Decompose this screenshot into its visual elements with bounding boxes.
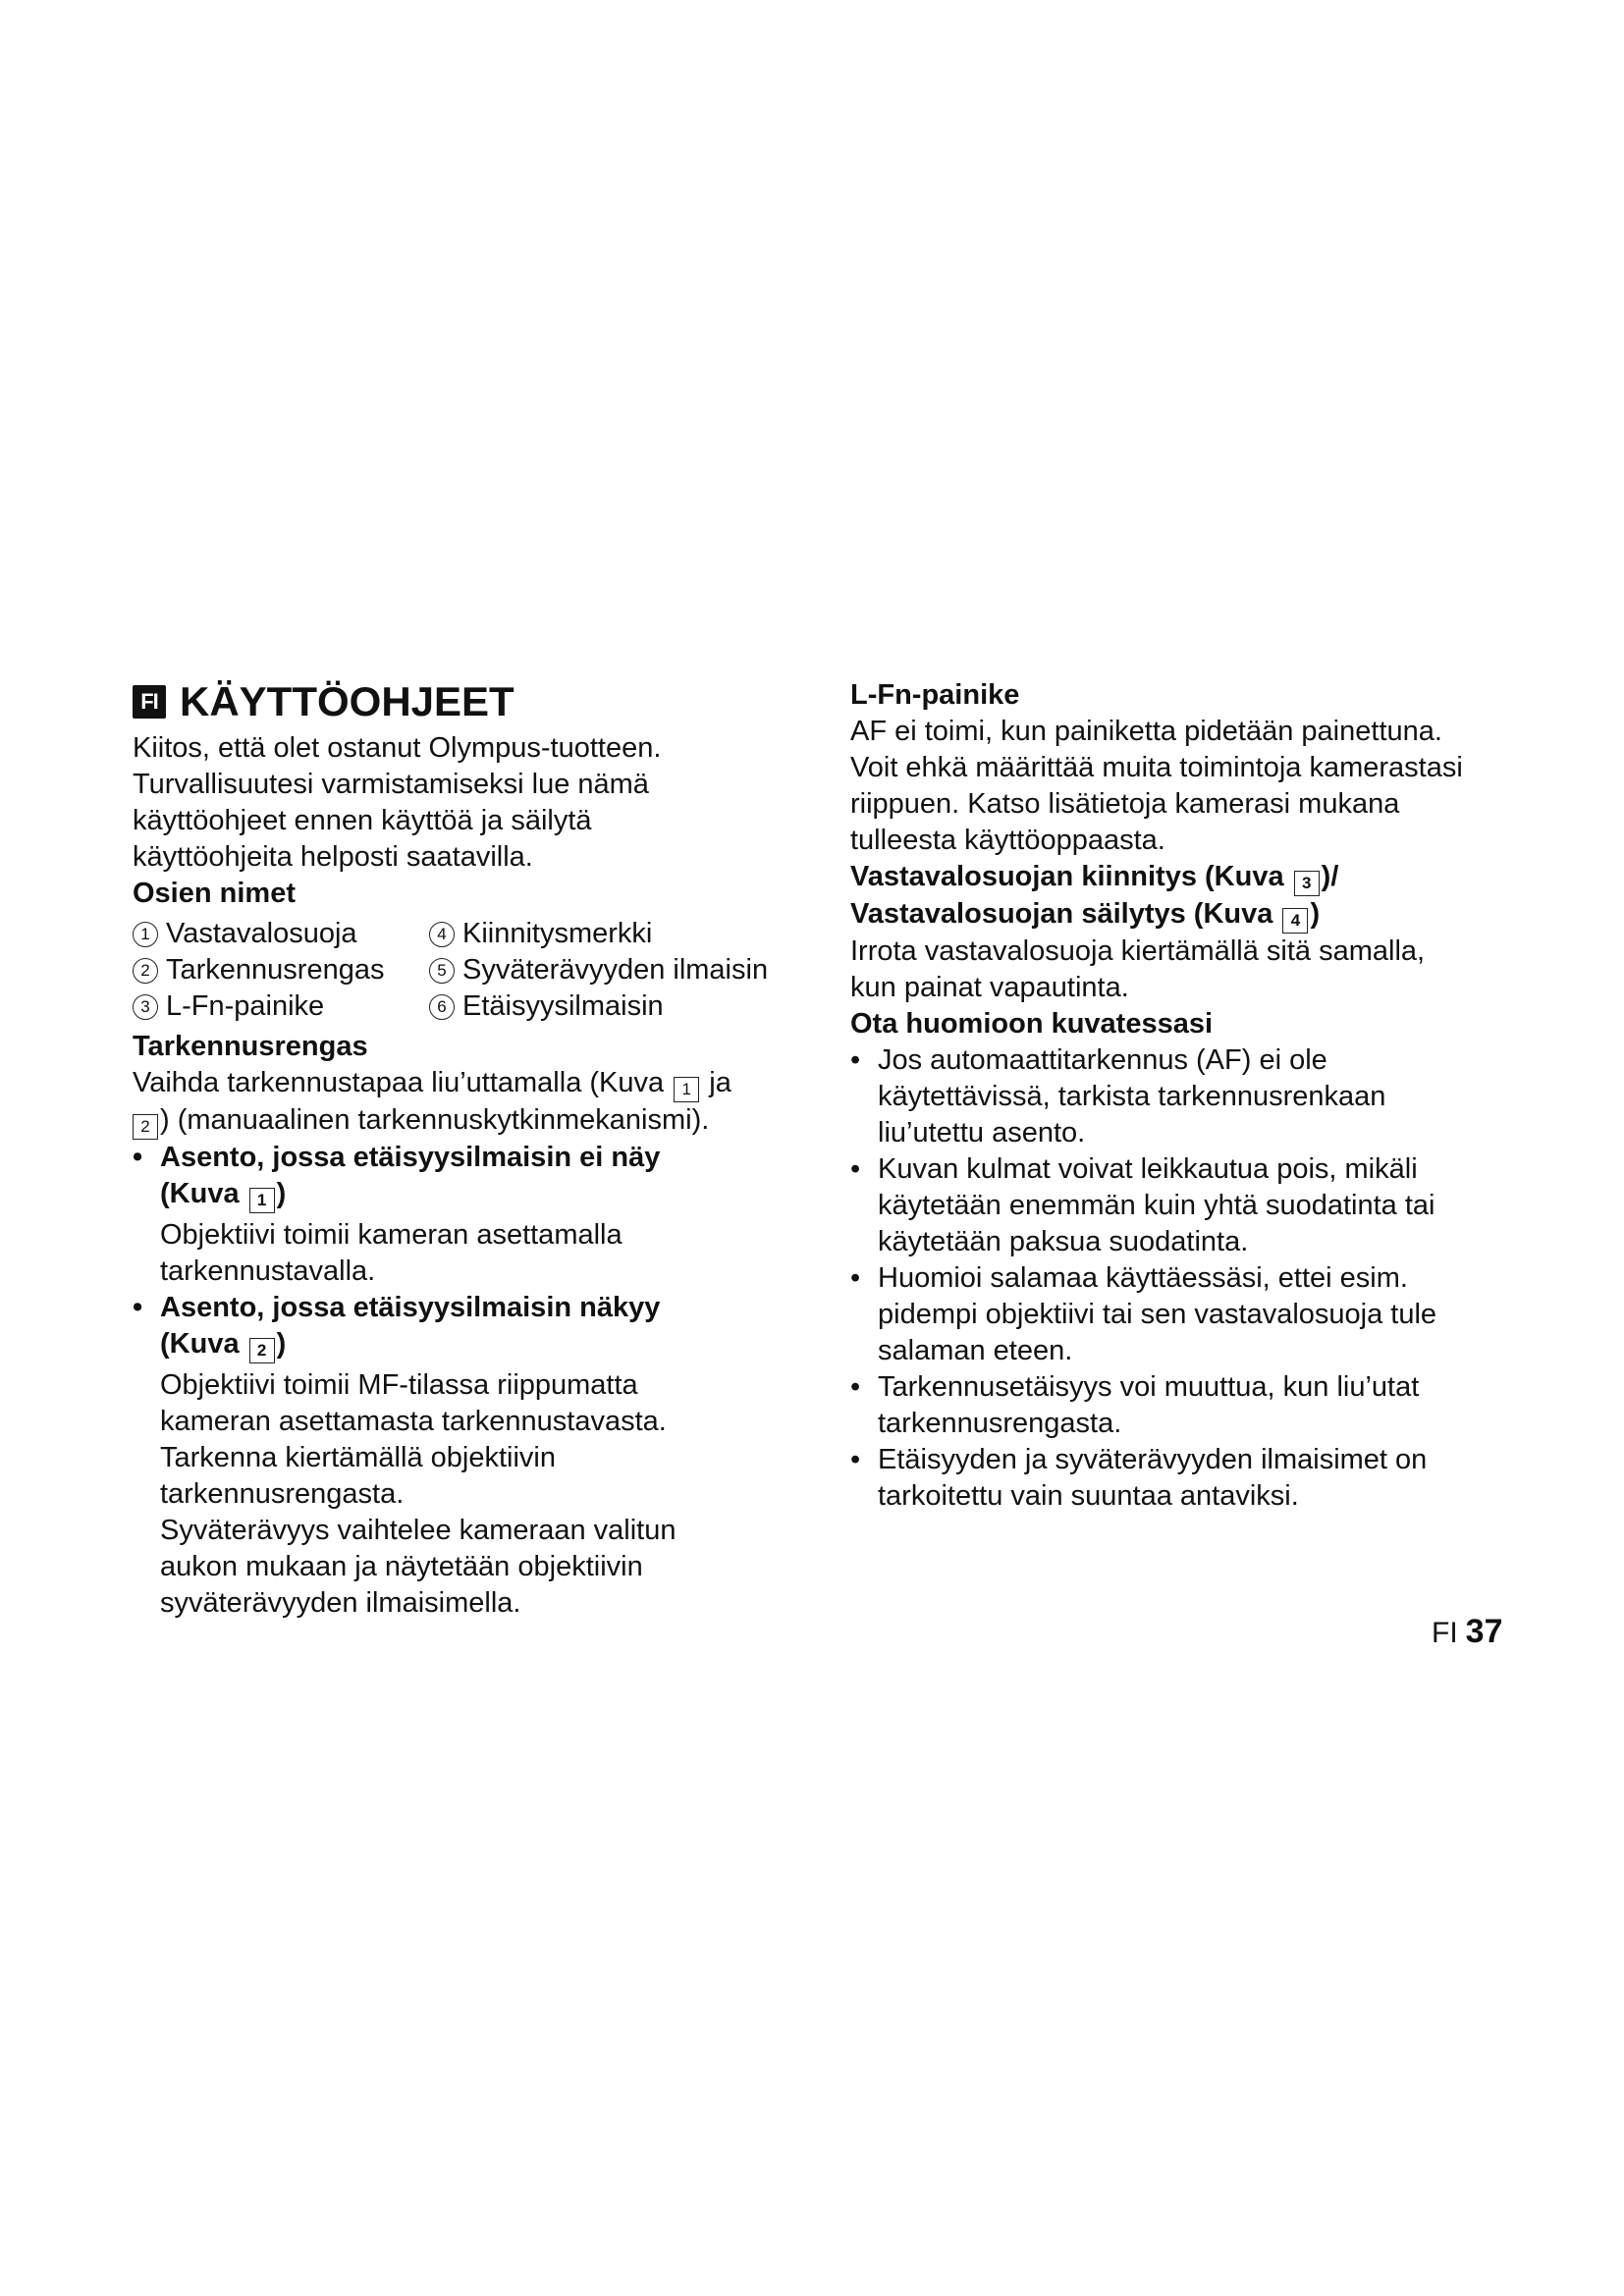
- circled-number: 6: [429, 994, 455, 1020]
- lfn-heading: L-Fn-painike: [850, 679, 1020, 711]
- hood-heading: [850, 896, 1518, 934]
- bullet-body-line: kameran asettamasta tarkennustavasta.: [160, 1406, 667, 1437]
- part-label: Tarkennusrengas: [166, 954, 385, 986]
- hood-heading-part: ): [1310, 898, 1321, 930]
- notes-heading: Ota huomioon kuvatessasi: [850, 1008, 1214, 1040]
- section-title: [133, 677, 820, 726]
- note-line: Etäisyyden ja syväterävyyden ilmaisimet on: [878, 1444, 1428, 1475]
- note-line: tarkoitettu vain suuntaa antaviksi.: [878, 1480, 1299, 1512]
- language-badge: FI: [133, 685, 166, 719]
- bullet-title: Asento, jossa etäisyysilmaisin ei näy: [160, 1142, 661, 1173]
- focus-ring-text: [133, 1065, 820, 1140]
- bullet-body-line: aukon mukaan ja näytetään objektiivin: [160, 1551, 643, 1582]
- bullet-body-line: Tarkenna kiertämällä objektiivin: [160, 1442, 556, 1473]
- hood-heading-part: Vastavalosuojan kiinnitys (Kuva: [850, 861, 1284, 892]
- bullet-item: [133, 1290, 820, 1622]
- note-line: Jos automaattitarkennus (AF) ei ole: [878, 1044, 1327, 1076]
- bullet-dot: •: [850, 1371, 861, 1403]
- intro-line: käyttöohjeita helposti saatavilla.: [133, 841, 533, 873]
- circled-number: 2: [133, 958, 158, 984]
- note-item: [850, 1442, 1518, 1515]
- focus-ring-text-part: Vaihda tarkennustapaa liu’uttamalla (Kuva: [133, 1067, 665, 1098]
- bullet-body: [160, 1217, 820, 1290]
- figure-ref-box: 2: [249, 1338, 275, 1363]
- part-item: [429, 952, 820, 988]
- focus-ring-heading: Tarkennusrengas: [133, 1031, 368, 1062]
- page-number-value: 37: [1465, 1613, 1503, 1650]
- bullet-body-line: tarkennusrengasta.: [160, 1478, 405, 1510]
- circled-number: 3: [133, 994, 158, 1020]
- left-column: [133, 677, 820, 1622]
- part-label: Syväterävyyden ilmaisin: [462, 954, 769, 986]
- note-line: Kuvan kulmat voivat leikkautua pois, mikäli: [878, 1153, 1418, 1185]
- bullet-dot: •: [850, 1444, 861, 1475]
- bullet-title-part: (Kuva: [160, 1178, 240, 1209]
- lfn-line: AF ei toimi, kun painiketta pidetään painettuna.: [850, 716, 1442, 747]
- bullet-dot: •: [850, 1153, 861, 1185]
- bullet-body: [160, 1367, 820, 1622]
- bullet-title-part: ): [276, 1178, 287, 1209]
- bullet-dot: •: [133, 1142, 143, 1173]
- bullet-body-line: Objektiivi toimii kameran asettamalla: [160, 1219, 623, 1251]
- part-item: [133, 988, 429, 1025]
- page-lang: FI: [1432, 1617, 1458, 1649]
- bullet-item: [133, 1140, 820, 1290]
- bullet-body-line: tarkennustavalla.: [160, 1255, 376, 1287]
- hood-heading: [850, 859, 1518, 896]
- intro-line: Turvallisuutesi varmistamiseksi lue nämä: [133, 769, 649, 800]
- intro-line: Kiitos, että olet ostanut Olympus-tuotteen.: [133, 732, 662, 764]
- note-line: tarkennusrengasta.: [878, 1408, 1122, 1439]
- bullet-title-part: ): [276, 1328, 287, 1360]
- bullet-dot: •: [850, 1262, 861, 1294]
- right-column: [850, 677, 1518, 1515]
- page-number: [1432, 1614, 1503, 1651]
- bullet-title: [160, 1176, 820, 1213]
- bullet-dot: •: [133, 1292, 143, 1323]
- note-line: käytetään paksua suodatinta.: [878, 1226, 1249, 1257]
- part-item: [133, 916, 429, 952]
- figure-ref-box: 1: [674, 1077, 699, 1102]
- note-line: liu’utettu asento.: [878, 1117, 1086, 1148]
- part-label: Vastavalosuoja: [166, 918, 357, 949]
- bullet-body-line: syväterävyyden ilmaisimella.: [160, 1587, 521, 1619]
- circled-number: 1: [133, 922, 158, 947]
- figure-ref-box: 2: [133, 1114, 158, 1140]
- page-title: KÄYTTÖOHJEET: [180, 678, 514, 724]
- part-item: [429, 988, 820, 1025]
- focus-ring-text-part: ja: [709, 1067, 731, 1098]
- lfn-line: riippuen. Katso lisätietoja kamerasi mukana: [850, 788, 1400, 820]
- part-item: [133, 952, 429, 988]
- bullet-title-part: (Kuva: [160, 1328, 240, 1360]
- lfn-line: Voit ehkä määrittää muita toimintoja kamerastasi: [850, 752, 1463, 783]
- note-line: pidempi objektiivi tai sen vastavalosuoja tule: [878, 1299, 1437, 1330]
- note-line: käytettävissä, tarkista tarkennusrenkaan: [878, 1081, 1386, 1112]
- figure-ref-box: 4: [1282, 908, 1308, 934]
- circled-number: 5: [429, 958, 455, 984]
- hood-heading-part: )/: [1321, 861, 1339, 892]
- note-item: [850, 1151, 1518, 1260]
- lfn-line: tulleesta käyttöoppaasta.: [850, 825, 1165, 856]
- hood-line: Irrota vastavalosuoja kiertämällä sitä samalla,: [850, 935, 1426, 967]
- note-line: Tarkennusetäisyys voi muuttua, kun liu’utat: [878, 1371, 1420, 1403]
- bullet-title: Asento, jossa etäisyysilmaisin näkyy: [160, 1292, 661, 1323]
- note-item: [850, 1042, 1518, 1151]
- bullet-body-line: Syväterävyys vaihtelee kameraan valitun: [160, 1515, 677, 1546]
- hood-heading-part: Vastavalosuojan säilytys (Kuva: [850, 898, 1273, 930]
- bullet-body-line: Objektiivi toimii MF-tilassa riippumatta: [160, 1369, 638, 1401]
- note-line: salaman eteen.: [878, 1335, 1073, 1366]
- parts-heading: Osien nimet: [133, 878, 296, 909]
- bullet-title: [160, 1326, 820, 1363]
- intro-line: käyttöohjeet ennen käyttöä ja säilytä: [133, 805, 592, 836]
- part-label: Kiinnitysmerkki: [462, 918, 653, 949]
- intro-text: [133, 730, 820, 876]
- note-item: [850, 1369, 1518, 1442]
- parts-list: [133, 916, 820, 1025]
- note-item: [850, 1260, 1518, 1369]
- bullet-dot: •: [850, 1044, 861, 1076]
- part-item: [429, 916, 820, 952]
- figure-ref-box: 1: [249, 1188, 275, 1213]
- note-line: Huomioi salamaa käyttäessäsi, ettei esim.: [878, 1262, 1408, 1294]
- hood-line: kun painat vapautinta.: [850, 972, 1129, 1003]
- focus-ring-text-part: ) (manuaalinen tarkennuskytkinmekanismi).: [160, 1104, 710, 1136]
- part-label: L-Fn-painike: [166, 990, 325, 1022]
- part-label: Etäisyysilmaisin: [462, 990, 664, 1022]
- note-line: käytetään enemmän kuin yhtä suodatinta tai: [878, 1190, 1435, 1221]
- circled-number: 4: [429, 922, 455, 947]
- figure-ref-box: 3: [1294, 871, 1320, 896]
